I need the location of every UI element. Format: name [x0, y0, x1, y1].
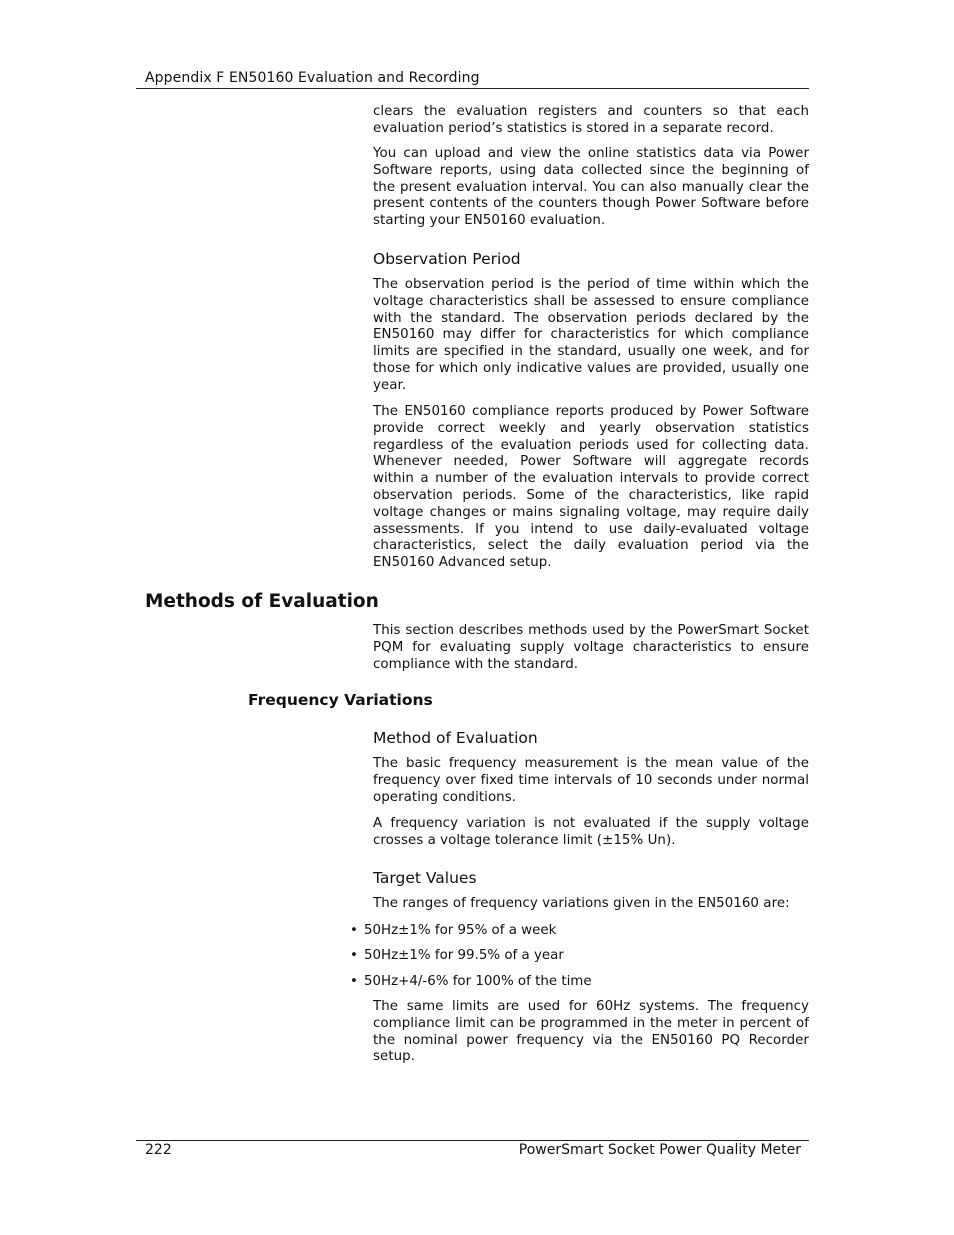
paragraph-observation: [373, 277, 809, 395]
paragraph-text: This section describes methods used by the PowerSmart Socket PQM for evaluating supply voltage characteristics to ensure compliance with the standard.: [373, 623, 809, 672]
paragraph-text: A frequency variation is not evaluated if the supply voltage crosses a voltage tolerance limit (±15% Un).: [373, 816, 809, 848]
list-item: [350, 947, 564, 964]
paragraph-frequency-measurement: [373, 756, 809, 806]
paragraph-text: The observation period is the period of time within which the voltage characteristics shall be assessed to ensure compliance with the standard. The observation periods declared by the EN50160 may differ for characteristics for which compliance limits are specified in the standard, usually one week, and for those for which only indicative values are provided, usually one year.: [373, 277, 809, 393]
running-header: Appendix F EN50160 Evaluation and Recording: [145, 70, 480, 86]
paragraph-continuation: [373, 104, 809, 138]
list-item-text: 50Hz±1% for 95% of a week: [364, 923, 557, 938]
observation-period-heading: Observation Period: [373, 250, 521, 268]
paragraph-text: The ranges of frequency variations given in the EN50160 are:: [373, 896, 790, 911]
bullet-icon: •: [350, 923, 358, 938]
paragraph-text: The basic frequency measurement is the mean value of the frequency over fixed time intervals of 10 seconds under normal operating conditions.: [373, 756, 809, 805]
paragraph-upload: [373, 146, 809, 230]
bullet-icon: •: [350, 948, 358, 963]
paragraph-compliance-reports: [373, 404, 809, 572]
paragraph-closing: [373, 999, 809, 1066]
target-values-heading: Target Values: [373, 869, 477, 887]
paragraph-text: The EN50160 compliance reports produced by Power Software provide correct weekly and yearly observation statistics regardless of the evaluation periods used for collecting data. Whenever needed, Power Software will aggregate records within a number of the evaluation intervals to provide correct observation periods. Some of the characteristics, like rapid voltage changes or mains signaling voltage, may require daily assessments. If you intend to use daily-evaluated voltage characteristics, select the daily evaluation period via the EN50160 Advanced setup.: [373, 404, 809, 571]
paragraph-text: clears the evaluation registers and counters so that each evaluation period’s statistics is stored in a separate record.: [373, 104, 809, 136]
paragraph-target-intro: [373, 896, 809, 913]
method-of-evaluation-heading: Method of Evaluation: [373, 729, 538, 747]
list-item-text: 50Hz±1% for 99.5% of a year: [364, 948, 564, 963]
paragraph-frequency-variation: [373, 816, 809, 850]
paragraph-text: You can upload and view the online statistics data via Power Software reports, using data collected since the beginning of the present evaluation interval. You can also manually clear the present contents of the counters though Power Software before starting your EN50160 evaluation.: [373, 146, 809, 229]
paragraph-methods-intro: [373, 623, 809, 673]
methods-of-evaluation-heading: Methods of Evaluation: [145, 591, 379, 612]
list-item: [350, 922, 556, 939]
bullet-icon: •: [350, 974, 358, 989]
footer-product-name: PowerSmart Socket Power Quality Meter: [518, 1142, 801, 1158]
header-rule: [136, 88, 809, 89]
paragraph-text: The same limits are used for 60Hz systems. The frequency compliance limit can be programmed in the meter in percent of the nominal power frequency via the EN50160 PQ Recorder setup.: [373, 999, 809, 1065]
page-number: 222: [145, 1142, 172, 1158]
frequency-variations-heading: Frequency Variations: [248, 691, 433, 709]
list-item: [350, 973, 592, 990]
list-item-text: 50Hz+4/-6% for 100% of the time: [364, 974, 592, 989]
